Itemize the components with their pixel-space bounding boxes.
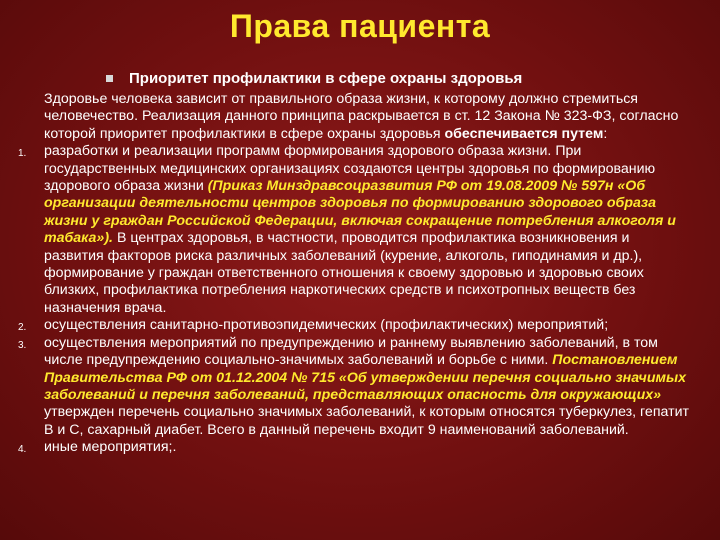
subtitle-row	[106, 70, 522, 87]
list-item	[18, 317, 690, 334]
list-number: 1.	[18, 148, 27, 160]
item-text-continued: утвержден перечень социально значимых заболеваний, к которым относятся туберкулез, гепатит В и С, сахарный диабет. Всего в данный перечень входит 9 наименований заболеваний.	[44, 404, 689, 438]
intro-paragraph	[44, 91, 690, 143]
list-item	[18, 143, 690, 317]
slide-title: Права пациента	[229, 8, 491, 44]
item-text: осуществления санитарно-противоэпидемических (профилактических) мероприятий;	[44, 317, 609, 334]
list-item	[18, 439, 690, 456]
list-number: 4.	[18, 444, 27, 456]
intro-end: :	[603, 125, 608, 142]
item-text: разработки и реализации программ формирования здорового образа жизни. При государственных медицинских организациях создаются центры здоровья по формированию здорового образа жизни	[44, 143, 656, 195]
item-highlight: (Приказ Минздравсоцразвития РФ от 19.08.2009 № 597н «Об организации деятельности центров здоровья по формированию здорового образа жизни у граждан Российской Федерации, включая сокращение потребления алкоголя и табака»).	[44, 178, 676, 247]
slide-body	[18, 91, 690, 457]
subtitle: Приоритет профилактики в сфере охраны здоровья	[129, 70, 523, 87]
intro-text: Здоровье человека зависит от правильного образа жизни, к которому должно стремиться человечество. Реализация данного принципа раскрывается в ст. 12 Закона № 323-ФЗ, согласно которой приоритет профилактики в сфере охраны здоровья	[44, 91, 679, 142]
item-text-continued: В центрах здоровья, в частности, проводится профилактика возникновения и развития факторов риска различных заболеваний (курение, алкоголь, гиподинамия и др.), формирование у граждан ответственного отношения к своему здоровью и здоровью своих близких, профилактика потребления наркотических средств и психотропных веществ без назначения врача.	[44, 230, 644, 316]
numbered-list	[18, 143, 690, 456]
item-text: иные мероприятия;.	[44, 439, 177, 456]
item-text: осуществления мероприятий по предупреждению и раннему выявлению заболеваний, в том числе предупреждению социально-значимых заболеваний и борьбе с ними.	[44, 334, 658, 369]
item-highlight: Постановлением Правительства РФ от 01.12.2004 № 715 «Об утверждении перечня социально значимых заболеваний и перечня заболеваний, представляющих опасность для окружающих»	[44, 352, 686, 403]
list-number: 3.	[18, 339, 27, 351]
list-item	[18, 334, 690, 439]
square-bullet-icon	[106, 75, 113, 82]
list-number: 2.	[18, 322, 27, 334]
intro-bold: обеспечивается путем	[444, 125, 604, 142]
